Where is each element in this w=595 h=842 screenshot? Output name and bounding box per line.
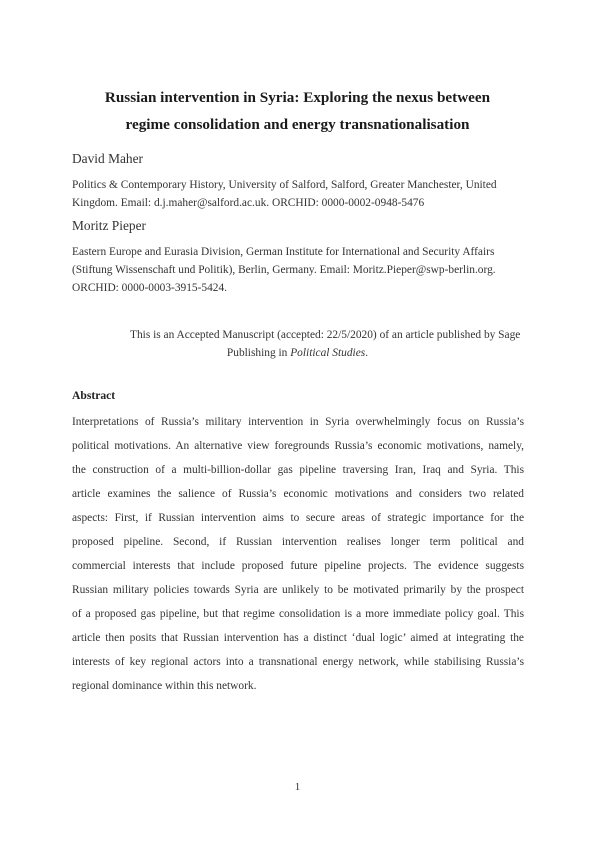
abstract-line: of a proposed gas pipeline, but that regime consolidation is a more immediate policy goal. This (72, 608, 524, 620)
affiliation-line: Politics & Contemporary History, University of Salford, Salford, Greater Manchester, United (72, 179, 497, 191)
abstract-line: aspects: First, if Russian intervention aims to secure areas of strategic importance for the (72, 512, 524, 524)
accepted-manuscript-note (130, 326, 521, 362)
affiliation-line: (Stiftung Wissenschaft und Politik), Berlin, Germany. Email: Moritz.Pieper@swp-berlin.org. (72, 264, 496, 276)
abstract-line: article examines the salience of Russia’s economic motivations and considers two related (72, 488, 524, 500)
author-affiliation-2 (72, 243, 527, 297)
note-prefix: Publishing in (226, 347, 291, 359)
author-name-2: Moritz Pieper (72, 218, 147, 233)
journal-name: Political Studies (290, 347, 366, 359)
abstract-line: Interpretations of Russia’s military intervention in Syria overwhelmingly focus on Russia’s (72, 416, 524, 428)
paper-title (60, 84, 535, 138)
note-line-2 (200, 344, 395, 362)
abstract-line: political motivations. An alternative view foregrounds Russia’s economic motivations, namely, (72, 440, 524, 452)
abstract-body (72, 410, 524, 698)
affiliation-line: Kingdom. Email: d.j.maher@salford.ac.uk. ORCHID: 0000-0002-0948-5476 (72, 197, 425, 209)
abstract-line: commercial interests that include proposed future pipeline projects. The evidence suggests (72, 560, 524, 572)
abstract-line: regional dominance within this network. (72, 680, 257, 692)
abstract-line: Russian military policies towards Syria are unlikely to be motivated primarily by the prospect (72, 584, 524, 596)
abstract-line: the construction of a multi-billion-dollar gas pipeline traversing Iran, Iraq and Syria. This (72, 464, 524, 476)
page-number: 1 (294, 781, 301, 793)
affiliation-line: ORCHID: 0000-0003-3915-5424. (72, 282, 228, 294)
note-line-1: This is an Accepted Manuscript (accepted: 22/5/2020) of an article published by Sage (130, 329, 521, 341)
affiliation-line: Eastern Europe and Eurasia Division, German Institute for International and Security Affairs (72, 246, 495, 258)
abstract-line: interests of key regional actors into a transnational energy network, while stabilising Russia’s (72, 656, 524, 668)
abstract-line: article then posits that Russian intervention has a distinct ‘dual logic’ aimed at integrating the (72, 632, 524, 644)
note-suffix: . (365, 347, 369, 359)
abstract-heading: Abstract (72, 389, 116, 402)
abstract-line: proposed pipeline. Second, if Russian intervention realises longer term political and (72, 536, 524, 548)
title-line-1: Russian intervention in Syria: Exploring the nexus between (104, 89, 491, 106)
author-name-1: David Maher (72, 151, 144, 166)
author-affiliation-1 (72, 176, 527, 212)
title-line-2: regime consolidation and energy transnationalisation (125, 116, 470, 133)
